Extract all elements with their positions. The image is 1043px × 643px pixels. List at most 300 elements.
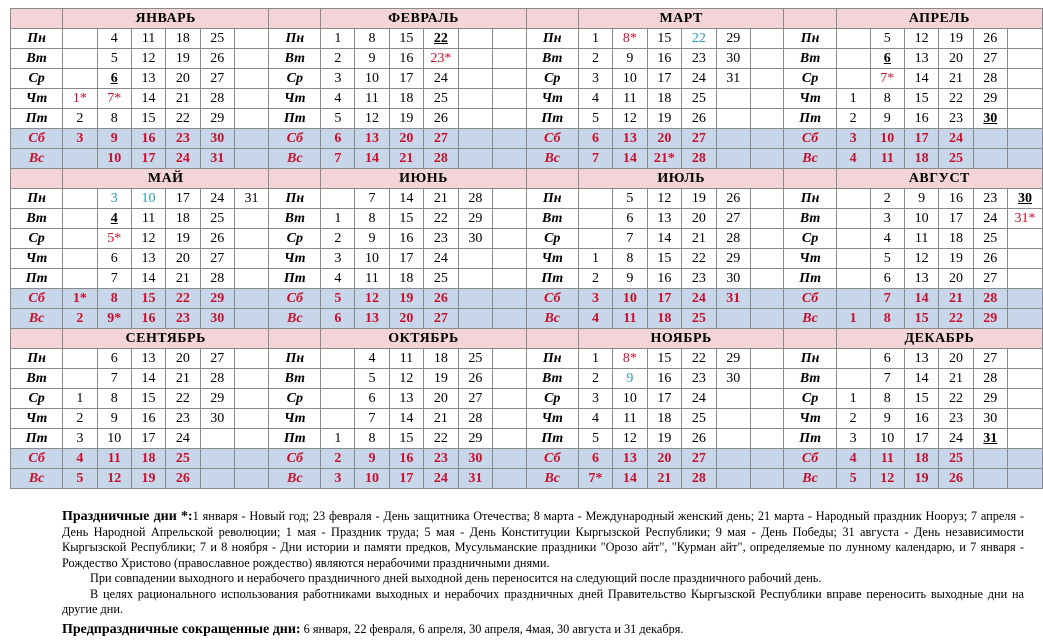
empty-cell xyxy=(234,109,268,129)
empty-cell xyxy=(63,149,97,169)
day-cell: 4 xyxy=(97,209,131,229)
empty-cell xyxy=(234,69,268,89)
weekday-row xyxy=(11,189,1043,209)
day-cell: 30 xyxy=(716,369,750,389)
day-cell: 22 xyxy=(166,389,200,409)
day-cell: 15 xyxy=(647,349,682,369)
day-label: Вс xyxy=(526,309,578,329)
day-cell: 20 xyxy=(647,449,682,469)
day-label: Пт xyxy=(269,109,321,129)
day-cell: 2 xyxy=(63,109,97,129)
empty-cell xyxy=(63,189,97,209)
empty-cell xyxy=(1007,429,1042,449)
day-cell: 9 xyxy=(613,369,647,389)
day-cell: 21 xyxy=(166,269,200,289)
month-header-spacer xyxy=(784,9,836,29)
day-cell: 21 xyxy=(939,69,973,89)
day-cell: 13 xyxy=(904,49,938,69)
notes-section xyxy=(62,509,1024,637)
day-cell: 23* xyxy=(424,49,459,69)
day-cell: 15 xyxy=(647,249,682,269)
day-cell: 3 xyxy=(836,429,870,449)
day-cell: 3 xyxy=(321,469,355,489)
month-header-spacer xyxy=(269,329,321,349)
day-cell: 31 xyxy=(716,289,750,309)
empty-cell xyxy=(234,209,268,229)
empty-cell xyxy=(836,349,870,369)
transfer-paragraph: При совпадении выходного и нерабочего праздничного дней выходной день переносится на следующий после праздничного рабочий день. xyxy=(90,571,822,585)
day-cell: 27 xyxy=(973,49,1007,69)
empty-cell xyxy=(234,469,268,489)
day-label: Пн xyxy=(784,349,836,369)
empty-cell xyxy=(973,129,1007,149)
day-cell: 27 xyxy=(424,309,459,329)
empty-cell xyxy=(63,249,97,269)
weekday-row xyxy=(11,229,1043,249)
day-cell: 6 xyxy=(321,309,355,329)
empty-cell xyxy=(716,89,750,109)
month-name: ИЮЛЬ xyxy=(578,169,784,189)
day-cell: 1 xyxy=(63,389,97,409)
day-cell: 4 xyxy=(63,449,97,469)
day-cell: 1* xyxy=(63,89,97,109)
month-header-spacer xyxy=(11,9,63,29)
day-cell: 22 xyxy=(939,309,973,329)
empty-cell xyxy=(321,389,355,409)
day-cell: 12 xyxy=(355,109,389,129)
day-label: Вс xyxy=(269,309,321,329)
day-cell: 24 xyxy=(424,69,459,89)
day-cell: 23 xyxy=(939,109,973,129)
day-cell: 19 xyxy=(647,429,682,449)
day-cell: 13 xyxy=(613,129,647,149)
day-label: Пн xyxy=(269,189,321,209)
day-cell: 19 xyxy=(389,109,423,129)
day-cell: 30 xyxy=(200,129,234,149)
day-cell: 13 xyxy=(355,309,389,329)
day-cell: 12 xyxy=(904,29,938,49)
empty-cell xyxy=(1007,89,1042,109)
day-cell: 5 xyxy=(870,29,904,49)
day-label: Чт xyxy=(269,249,321,269)
day-cell: 5 xyxy=(97,49,131,69)
day-cell: 4 xyxy=(578,89,612,109)
empty-cell xyxy=(1007,289,1042,309)
day-label: Сб xyxy=(269,449,321,469)
day-cell: 11 xyxy=(613,409,647,429)
day-cell: 6 xyxy=(578,449,612,469)
day-cell: 23 xyxy=(682,369,716,389)
day-cell: 29 xyxy=(200,109,234,129)
day-cell: 29 xyxy=(200,289,234,309)
day-cell: 10 xyxy=(870,429,904,449)
empty-cell xyxy=(973,149,1007,169)
weekday-row xyxy=(11,269,1043,289)
day-cell: 20 xyxy=(389,129,423,149)
day-cell: 18 xyxy=(647,409,682,429)
day-cell: 7* xyxy=(870,69,904,89)
day-cell: 4 xyxy=(870,229,904,249)
empty-cell xyxy=(836,49,870,69)
day-cell: 17 xyxy=(647,69,682,89)
empty-cell xyxy=(493,409,527,429)
holidays-title: Праздничные дни *: xyxy=(62,509,193,524)
month-header-spacer xyxy=(11,169,63,189)
empty-cell xyxy=(458,249,492,269)
day-cell: 14 xyxy=(131,269,165,289)
day-label: Чт xyxy=(526,409,578,429)
day-label: Вт xyxy=(11,49,63,69)
day-cell: 25 xyxy=(682,409,716,429)
empty-cell xyxy=(63,269,97,289)
day-cell: 28 xyxy=(716,229,750,249)
day-cell: 26 xyxy=(973,29,1007,49)
day-cell: 25 xyxy=(424,89,459,109)
day-cell: 21 xyxy=(424,409,459,429)
weekday-row xyxy=(11,69,1043,89)
day-cell: 9 xyxy=(355,449,389,469)
day-cell: 9 xyxy=(97,409,131,429)
day-label: Пн xyxy=(269,349,321,369)
empty-cell xyxy=(1007,309,1042,329)
day-cell: 31 xyxy=(458,469,492,489)
day-cell: 31 xyxy=(200,149,234,169)
day-cell: 5 xyxy=(321,109,355,129)
day-cell: 15 xyxy=(904,89,938,109)
day-label: Пт xyxy=(784,269,836,289)
day-cell: 25 xyxy=(424,269,459,289)
day-cell: 31* xyxy=(1007,209,1042,229)
day-cell: 1* xyxy=(63,289,97,309)
day-label: Ср xyxy=(269,389,321,409)
day-cell: 21 xyxy=(424,189,459,209)
day-cell: 27 xyxy=(973,349,1007,369)
empty-cell xyxy=(750,29,784,49)
day-cell: 8 xyxy=(97,109,131,129)
day-cell: 17 xyxy=(647,389,682,409)
day-label: Чт xyxy=(11,249,63,269)
month-header-spacer xyxy=(526,169,578,189)
empty-cell xyxy=(1007,249,1042,269)
day-cell: 13 xyxy=(131,69,165,89)
day-label: Пн xyxy=(11,189,63,209)
day-cell: 11 xyxy=(97,449,131,469)
empty-cell xyxy=(1007,109,1042,129)
day-cell: 6 xyxy=(870,349,904,369)
empty-cell xyxy=(63,29,97,49)
day-label: Пт xyxy=(526,109,578,129)
empty-cell xyxy=(836,69,870,89)
empty-cell xyxy=(1007,389,1042,409)
day-cell: 1 xyxy=(578,349,612,369)
weekday-row xyxy=(11,209,1043,229)
day-label: Пт xyxy=(11,269,63,289)
day-cell: 26 xyxy=(166,469,200,489)
empty-cell xyxy=(1007,29,1042,49)
short-days-text: 6 января, 22 февраля, 6 апреля, 30 апреля, 4мая, 30 августа и 31 декабря. xyxy=(303,621,684,636)
day-cell: 28 xyxy=(682,149,716,169)
day-cell: 15 xyxy=(131,389,165,409)
day-cell: 20 xyxy=(939,49,973,69)
day-cell: 5* xyxy=(97,229,131,249)
day-cell: 30 xyxy=(716,49,750,69)
empty-cell xyxy=(1007,369,1042,389)
day-cell: 25 xyxy=(973,229,1007,249)
empty-cell xyxy=(493,109,527,129)
day-cell: 24 xyxy=(200,189,234,209)
day-label: Пт xyxy=(269,429,321,449)
day-cell: 6 xyxy=(355,389,389,409)
empty-cell xyxy=(63,209,97,229)
day-cell: 7 xyxy=(97,369,131,389)
day-label: Вт xyxy=(784,49,836,69)
day-cell: 12 xyxy=(355,289,389,309)
day-cell: 7 xyxy=(613,229,647,249)
day-label: Ср xyxy=(526,389,578,409)
day-cell: 26 xyxy=(973,249,1007,269)
day-label: Ср xyxy=(784,229,836,249)
day-cell: 12 xyxy=(647,189,682,209)
day-cell: 28 xyxy=(200,269,234,289)
day-cell: 24 xyxy=(973,209,1007,229)
day-cell: 17 xyxy=(389,469,423,489)
day-cell: 23 xyxy=(166,409,200,429)
day-cell: 18 xyxy=(166,209,200,229)
day-cell: 14 xyxy=(613,149,647,169)
day-cell: 11 xyxy=(389,349,423,369)
day-cell: 9 xyxy=(613,269,647,289)
empty-cell xyxy=(1007,229,1042,249)
empty-cell xyxy=(458,289,492,309)
day-cell: 14 xyxy=(647,229,682,249)
empty-cell xyxy=(493,449,527,469)
day-cell: 18 xyxy=(131,449,165,469)
day-cell: 2 xyxy=(321,49,355,69)
day-cell: 29 xyxy=(716,349,750,369)
day-cell: 3 xyxy=(321,69,355,89)
day-cell: 16 xyxy=(389,49,423,69)
day-cell: 24 xyxy=(682,69,716,89)
day-cell: 7 xyxy=(97,269,131,289)
day-cell: 13 xyxy=(904,349,938,369)
empty-cell xyxy=(234,389,268,409)
day-label: Чт xyxy=(784,89,836,109)
day-cell: 12 xyxy=(613,109,647,129)
day-cell: 7* xyxy=(578,469,612,489)
day-cell: 14 xyxy=(904,69,938,89)
day-cell: 23 xyxy=(166,129,200,149)
day-label: Пн xyxy=(526,189,578,209)
weekday-row xyxy=(11,149,1043,169)
day-label: Вт xyxy=(11,209,63,229)
day-cell: 16 xyxy=(904,409,938,429)
day-cell: 3 xyxy=(63,429,97,449)
day-cell: 18 xyxy=(424,349,459,369)
day-cell: 20 xyxy=(682,209,716,229)
month-header-spacer xyxy=(784,329,836,349)
day-cell: 16 xyxy=(131,409,165,429)
day-cell: 7 xyxy=(870,289,904,309)
short-days-title: Предпраздничные сокращенные дни: xyxy=(62,621,301,637)
empty-cell xyxy=(321,409,355,429)
weekday-row xyxy=(11,129,1043,149)
day-label: Вт xyxy=(526,209,578,229)
day-cell: 4 xyxy=(836,149,870,169)
day-cell: 30 xyxy=(200,409,234,429)
day-cell: 26 xyxy=(424,289,459,309)
day-label: Вс xyxy=(11,149,63,169)
day-cell: 14 xyxy=(613,469,647,489)
day-label: Сб xyxy=(526,129,578,149)
empty-cell xyxy=(493,289,527,309)
day-cell: 6 xyxy=(97,349,131,369)
day-label: Пн xyxy=(11,29,63,49)
day-cell: 13 xyxy=(131,349,165,369)
holidays-text: 1 января - Новый год; 23 февраля - День защитника Отечества; 8 марта - Международный женский день; 21 марта - Народный праздник Нооруз; 7 апреля - День Народной Апрельской революции; 1 мая - Праздник труда; 5 мая - День Конституции Кыргызской Республики; 9 мая - День Победы; 31 августа - День независимости Кыргызской Республики; 7 и 8 ноября - Дни истории и памяти предков, Мусульманские праздники "Орозо айт", "Курман айт", определяемые по лунному календарю, и 7 января - Рождество Христово (православное рождество) являются нерабочими праздничными днями. xyxy=(62,509,1024,570)
empty-cell xyxy=(493,29,527,49)
day-label: Сб xyxy=(11,449,63,469)
weekday-row xyxy=(11,89,1043,109)
empty-cell xyxy=(750,309,784,329)
day-cell: 15 xyxy=(389,209,423,229)
day-cell: 24 xyxy=(166,429,200,449)
day-cell: 4 xyxy=(321,269,355,289)
day-cell: 10 xyxy=(613,69,647,89)
government-paragraph: В целях рационального использования работниками выходных и нерабочих праздничных дней Правительство Кыргызской Республики вправе переносить выходные дни на другие дни. xyxy=(62,586,1024,616)
day-cell: 19 xyxy=(424,369,459,389)
day-label: Вт xyxy=(269,209,321,229)
empty-cell xyxy=(493,249,527,269)
day-cell: 2 xyxy=(578,369,612,389)
day-cell: 27 xyxy=(200,249,234,269)
day-label: Ср xyxy=(11,69,63,89)
day-cell: 6 xyxy=(613,209,647,229)
day-cell: 24 xyxy=(682,289,716,309)
day-label: Ср xyxy=(784,69,836,89)
day-cell: 25 xyxy=(200,209,234,229)
day-cell: 18 xyxy=(166,29,200,49)
empty-cell xyxy=(234,289,268,309)
day-cell: 19 xyxy=(939,29,973,49)
month-name: ОКТЯБРЬ xyxy=(321,329,526,349)
day-cell: 13 xyxy=(355,129,389,149)
weekday-row xyxy=(11,389,1043,409)
empty-cell xyxy=(750,109,784,129)
day-cell: 11 xyxy=(870,449,904,469)
day-cell: 14 xyxy=(389,409,423,429)
empty-cell xyxy=(493,429,527,449)
day-label: Пн xyxy=(784,29,836,49)
day-cell: 15 xyxy=(389,29,423,49)
empty-cell xyxy=(1007,69,1042,89)
empty-cell xyxy=(493,69,527,89)
empty-cell xyxy=(836,189,870,209)
empty-cell xyxy=(836,29,870,49)
day-cell: 9 xyxy=(904,189,938,209)
day-cell: 8 xyxy=(613,249,647,269)
day-label: Пт xyxy=(11,429,63,449)
day-cell: 1 xyxy=(578,249,612,269)
empty-cell xyxy=(1007,449,1042,469)
day-cell: 3 xyxy=(63,129,97,149)
empty-cell xyxy=(458,49,492,69)
day-cell: 17 xyxy=(131,149,165,169)
empty-cell xyxy=(1007,129,1042,149)
day-cell: 16 xyxy=(389,229,423,249)
day-cell: 4 xyxy=(355,349,389,369)
day-label: Вт xyxy=(784,369,836,389)
day-cell: 1 xyxy=(836,309,870,329)
day-cell: 6 xyxy=(97,69,131,89)
empty-cell xyxy=(493,349,527,369)
day-cell: 18 xyxy=(647,89,682,109)
day-cell: 22 xyxy=(682,349,716,369)
month-name: МАРТ xyxy=(578,9,784,29)
empty-cell xyxy=(493,269,527,289)
day-cell: 27 xyxy=(973,269,1007,289)
day-label: Вт xyxy=(526,49,578,69)
empty-cell xyxy=(750,209,784,229)
empty-cell xyxy=(1007,269,1042,289)
month-header-spacer xyxy=(11,329,63,349)
empty-cell xyxy=(234,429,268,449)
day-cell: 2 xyxy=(836,409,870,429)
day-cell: 18 xyxy=(389,269,423,289)
day-cell: 27 xyxy=(200,349,234,369)
day-cell: 3 xyxy=(836,129,870,149)
day-cell: 3 xyxy=(870,209,904,229)
day-cell: 21* xyxy=(647,149,682,169)
day-cell: 10 xyxy=(97,149,131,169)
day-cell: 24 xyxy=(166,149,200,169)
day-label: Пн xyxy=(11,349,63,369)
day-cell: 2 xyxy=(578,49,612,69)
day-cell: 1 xyxy=(321,29,355,49)
day-cell: 9 xyxy=(870,109,904,129)
day-cell: 30 xyxy=(973,409,1007,429)
day-cell: 19 xyxy=(389,289,423,309)
day-cell: 21 xyxy=(389,149,423,169)
empty-cell xyxy=(1007,469,1042,489)
day-cell: 17 xyxy=(131,429,165,449)
day-cell: 19 xyxy=(939,249,973,269)
day-cell: 8 xyxy=(97,289,131,309)
day-cell: 5 xyxy=(870,249,904,269)
day-cell: 21 xyxy=(647,469,682,489)
empty-cell xyxy=(63,69,97,89)
empty-cell xyxy=(750,269,784,289)
day-label: Вт xyxy=(269,369,321,389)
day-cell: 11 xyxy=(131,209,165,229)
empty-cell xyxy=(493,89,527,109)
day-cell: 22 xyxy=(682,29,716,49)
day-cell: 30 xyxy=(973,109,1007,129)
day-label: Ср xyxy=(526,69,578,89)
day-cell: 3 xyxy=(578,389,612,409)
empty-cell xyxy=(234,369,268,389)
day-cell: 10 xyxy=(131,189,165,209)
month-name: АВГУСТ xyxy=(836,169,1042,189)
day-label: Чт xyxy=(784,409,836,429)
day-cell: 21 xyxy=(682,229,716,249)
day-cell: 27 xyxy=(716,209,750,229)
day-cell: 19 xyxy=(904,469,938,489)
empty-cell xyxy=(973,469,1007,489)
day-cell: 23 xyxy=(682,269,716,289)
day-label: Чт xyxy=(526,89,578,109)
day-cell: 29 xyxy=(458,429,492,449)
day-cell: 21 xyxy=(939,369,973,389)
